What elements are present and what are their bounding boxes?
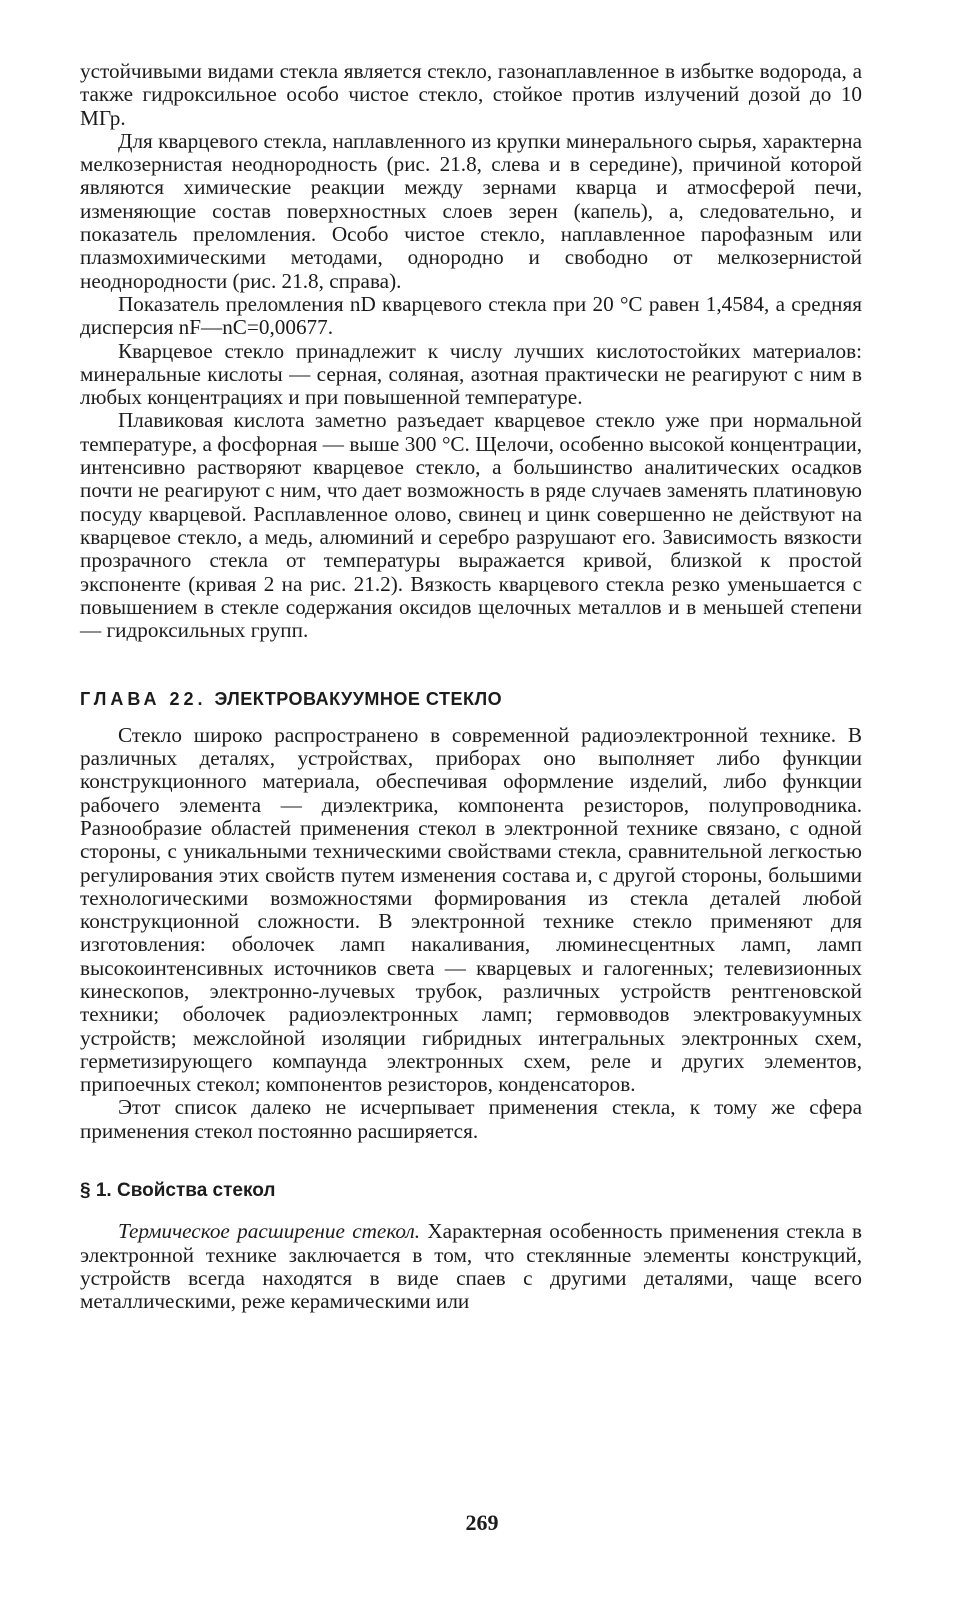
paragraph-lead-italic: Термическое расширение стекол. (118, 1219, 421, 1244)
chapter-heading (80, 688, 862, 711)
chapter-title: ЭЛЕКТРОВАКУУМНОЕ СТЕКЛО (214, 689, 503, 710)
paragraph-list-not-exhaustive: Этот список далеко не исчерпывает применения стекла, к тому же сфера применения стекол постоянно расширяется. (80, 1095, 862, 1143)
paragraph-continuation: устойчивыми видами стекла является стекло, газонаплавленное в избытке водорода, а также гидроксильное особо чистое стекло, стойкое против излучений дозой до 10 МГр. (80, 59, 862, 130)
paragraph-thermal-expansion-text: Характерная особенность применения стекла в электронной технике заключается в том, что стеклянные элементы конструкций, устройств всегда находятся в виде спаев с другими деталями, чаще всего металлическими, реже керамическими или (80, 1219, 863, 1314)
page-number: 269 (465, 1510, 499, 1535)
paragraph-quartz-inhomogeneity: Для кварцевого стекла, наплавленного из крупки минерального сырья, характерна мелкозернистая неоднородность (рис. 21.8, слева и в середине), причиной которой являются химические реакции между зернами кварца и атмосферой печи, изменяющие состав поверхностных слоев зерен (капель), а, следовательно, и показатель преломления. Особо чистое стекло, наплавленное парофазным или плазмохимическими методами, однородно и свободно от мелкозернистой неоднородности (рис. 21.8, справа). (80, 128, 862, 293)
page-body (80, 60, 862, 1314)
paragraph-hydrofluoric-acid: Плавиковая кислота заметно разъедает кварцевое стекло уже при нормальной температуре, а фосфорная — выше 300 °С. Щелочи, особенно высокой концентрации, интенсивно растворяют кварцевое стекло, а большинство аналитических осадков почти не реагируют с ним, что дает возможность в ряде случаев заменять платиновую посуду кварцевой. Расплавленное олово, свинец и цинк совершенно не действуют на кварцевое стекло, а медь, алюминий и серебро разрушают его. Зависимость вязкости прозрачного стекла от температуры выражается кривой, близкой к простой экспоненте (кривая 2 на рис. 21.2). Вязкость кварцевого стекла резко уменьшается с повышением в стекле содержания оксидов щелочных металлов и в меньшей степени — гидроксильных групп. (80, 408, 862, 643)
chapter-label: ГЛАВА 22. (80, 689, 207, 710)
paragraph-refractive-index: Показатель преломления nD кварцевого стекла при 20 °С равен 1,4584, а средняя дисперсия nF—nC=0,00677. (80, 291, 862, 340)
paragraph-glass-in-electronics: Стекло широко распространено в современной радиоэлектронной технике. В различных деталях, устройствах, приборах оно выполняет либо функции конструкционного материала, обеспечивая оформление изделий, либо функции рабочего элемента — диэлектрика, компонента резисторов, полупроводника. Разнообразие областей применения стекол в электронной технике связано, с одной стороны, с уникальными техническими свойствами стекла, сравнительной легкостью регулирования этих свойств путем изменения состава и, с другой стороны, большими технологическими возможностями формирования из стекла деталей любой конструкционной сложности. В электронной технике стекло применяют для изготовления: оболочек ламп накаливания, люминесцентных ламп, ламп высокоинтенсивных источников света — кварцевых и галогенных; телевизионных кинескопов, электронно-лучевых трубок, различных устройств рентгеновской техники; оболочек радиоэлектронных ламп; гермовводов электровакуумных устройств; межслойной изоляции гибридных интегральных электронных схем, герметизирующего компаунда электронных схем, реле и других элементов, припоечных стекол; компонентов резисторов, конденсаторов. (80, 722, 862, 1097)
paragraph-acid-resistance: Кварцевое стекло принадлежит к числу лучших кислотостойких материалов: минеральные кислоты — серная, соляная, азотная практически не реагируют с ним в любых концентрациях и при повышенной температуре. (80, 338, 862, 410)
section-heading: § 1. Свойства стекол (80, 1180, 276, 1202)
paragraph-thermal-expansion (80, 1220, 862, 1313)
